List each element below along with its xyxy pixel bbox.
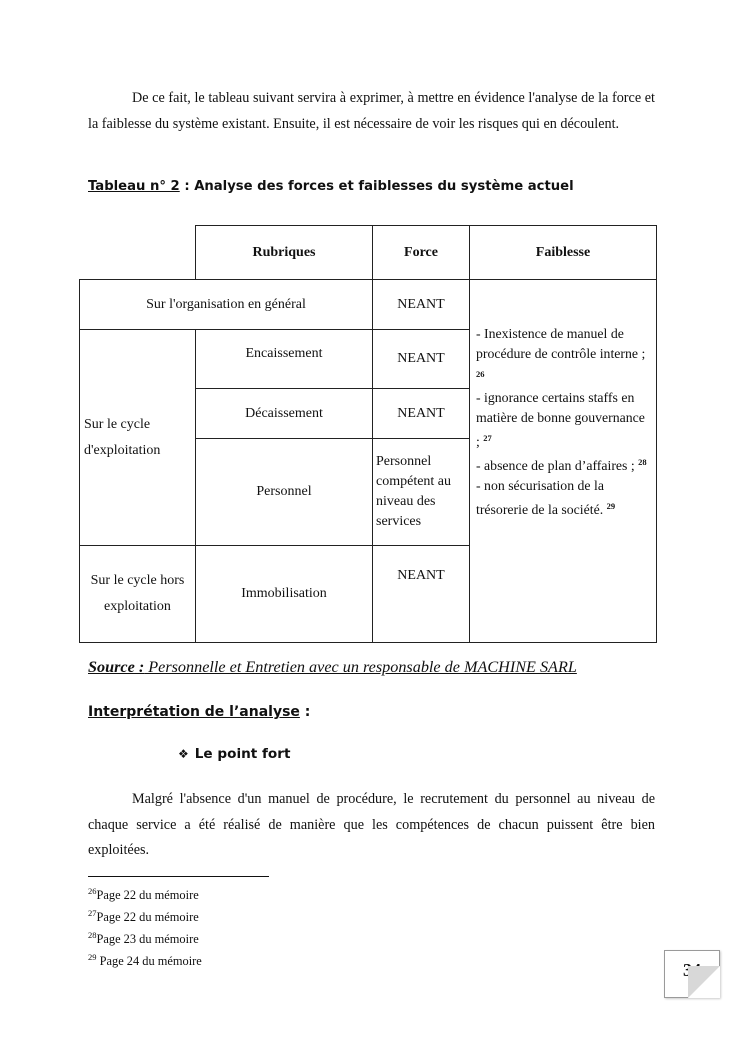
source-text: Personnelle et Entretien avec un responsable de MACHINE SARL — [144, 658, 577, 676]
row-general-force: NEANT — [373, 280, 470, 330]
analysis-table — [79, 225, 657, 643]
decaissement-force: NEANT — [373, 389, 470, 439]
source-line — [88, 658, 577, 677]
footnote-separator — [88, 876, 269, 877]
faiblesse-item: - ignorance certains staffs en matière de bonne gouvernance ; $^{27}$ — [476, 390, 645, 449]
cycle-hors-exploitation-label: Sur le cycle hors exploitation — [80, 546, 196, 643]
page-curl-icon — [688, 966, 720, 998]
table-caption — [88, 179, 574, 194]
source-label: Source : — [88, 658, 145, 676]
point-fort-heading — [178, 746, 290, 762]
encaissement-force: NEANT — [373, 330, 470, 389]
table-header-row — [80, 226, 657, 280]
diamond-bullet-icon: ❖ — [178, 747, 189, 761]
table-row — [80, 280, 657, 330]
header-force: Force — [373, 226, 470, 280]
cycle-exploitation-label: Sur le cycle d'exploitation — [80, 330, 196, 546]
page-number: 34 — [683, 960, 701, 980]
immobilisation-force: NEANT — [373, 546, 470, 643]
personnel-force: Personnel compétent au niveau des services — [373, 439, 470, 546]
footnote: $^{29}$ Page 24 du mémoire — [88, 952, 202, 968]
footnote: $^{26}$Page 22 du mémoire — [88, 886, 199, 902]
interpretation-suffix: : — [299, 704, 311, 720]
sub-encaissement: Encaissement — [196, 330, 373, 389]
interpretation-label: Interprétation de l’analyse — [88, 704, 300, 720]
sub-personnel: Personnel — [196, 439, 373, 546]
faiblesse-item: - absence de plan d’affaires ; $^{28}$ — [476, 457, 647, 473]
point-fort-title: Le point fort — [194, 746, 291, 762]
table-caption-label: Tableau n° 2 — [88, 179, 180, 194]
faiblesse-item: - Inexistence de manuel de procédure de contrôle interne ; $^{26}$ — [476, 326, 646, 379]
interpretation-heading — [88, 704, 310, 720]
footnote: $^{27}$Page 22 du mémoire — [88, 908, 199, 924]
header-faiblesse: Faiblesse — [470, 226, 657, 280]
point-fort-paragraph: Malgré l'absence d'un manuel de procédure, le recrutement du personnel au niveau de chaque service a été réalisé de manière que les compétences de chacun puissent être bien exploitées. — [88, 791, 655, 858]
faiblesse-cell — [470, 280, 657, 643]
footnote: $^{28}$Page 23 du mémoire — [88, 930, 199, 946]
blank-corner-cell — [80, 226, 196, 280]
header-rubriques: Rubriques — [196, 226, 373, 280]
sub-immobilisation: Immobilisation — [196, 546, 373, 643]
sub-decaissement: Décaissement — [196, 389, 373, 439]
faiblesse-item: - non sécurisation de la trésorerie de la société. $^{29}$ — [476, 478, 616, 517]
row-general-label: Sur l'organisation en général — [80, 280, 373, 330]
page-number-box — [664, 950, 720, 998]
footnotes — [88, 882, 202, 970]
table-caption-text: : Analyse des forces et faiblesses du système actuel — [179, 179, 574, 194]
intro-paragraph: De ce fait, le tableau suivant servira à exprimer, à mettre en évidence l'analyse de la force et la faiblesse du système existant. Ensuite, il est nécessaire de voir les risques qui en découlent. — [88, 90, 655, 132]
